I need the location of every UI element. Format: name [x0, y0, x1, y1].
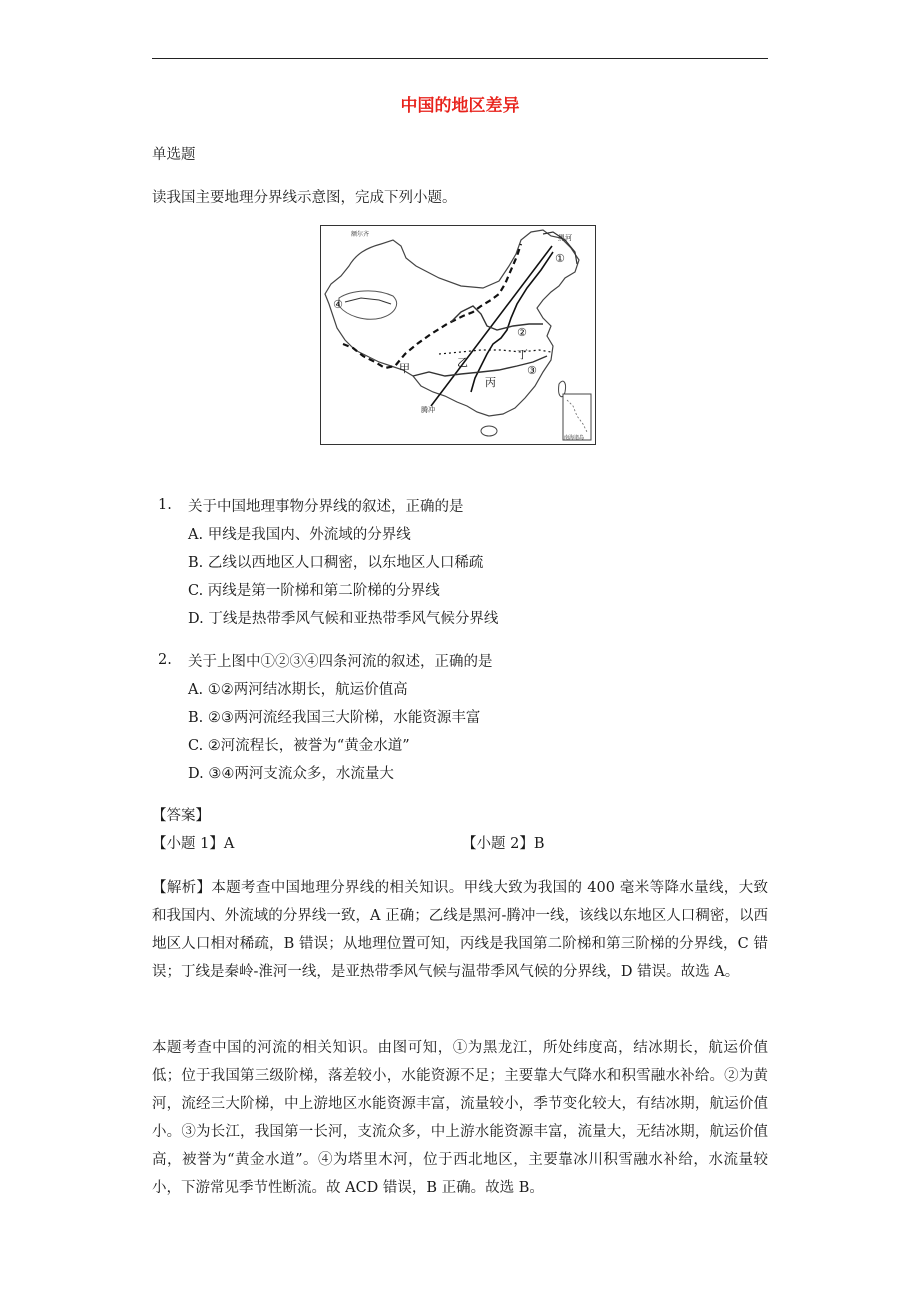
- question-1-option-c: C. 丙线是第一阶梯和第二阶梯的分界线: [188, 583, 440, 599]
- label-inset: 南海诸岛: [564, 435, 585, 441]
- question-2-option-d: D. ③④两河支流众多，水流量大: [188, 766, 394, 782]
- label-heihe: 黑河: [558, 234, 572, 242]
- answer-q1: 【小题 1】A: [152, 836, 235, 852]
- label-bing: 丙: [485, 376, 496, 389]
- question-1-number: 1.: [158, 497, 172, 513]
- line-jia: [343, 244, 521, 368]
- south-china-sea-inset: [563, 394, 591, 440]
- answer-header: 【答案】: [152, 808, 210, 824]
- header-rule: [152, 58, 768, 59]
- china-boundary-map: [320, 225, 596, 445]
- china-outline: [325, 230, 579, 416]
- label-yi: 乙: [457, 356, 468, 369]
- instruction-text: 读我国主要地理分界线示意图，完成下列小题。: [152, 190, 457, 206]
- line-ding: [439, 350, 551, 354]
- question-2-number: 2.: [158, 652, 172, 668]
- answer-q2: 【小题 2】B: [462, 836, 545, 852]
- line-bing: [471, 252, 553, 392]
- question-1-stem: 关于中国地理事物分界线的叙述，正确的是: [188, 499, 464, 515]
- river-tarim: [345, 298, 391, 304]
- page-title: 中国的地区差异: [400, 96, 520, 116]
- question-2-option-a: A. ①②两河结冰期长，航运价值高: [188, 682, 408, 698]
- question-2-stem: 关于上图中①②③④四条河流的叙述，正确的是: [188, 654, 493, 670]
- analysis-paragraph-2: 本题考查中国的河流的相关知识。由图可知，①为黑龙江，所处纬度高，结冰期长，航运价值低；位于我国第三级阶梯，落差较小，水能资源不足；主要靠大气降水和积雪融水补给。②为黄河，流经三大阶梯，中上游地区水能资源丰富，流量较小，季节变化较大，有结冰期，航运价值小。③为长江，我国第一长河，支流众多，中上游水能资源丰富，流量大，无结冰期，航运价值高，被誉为“黄金水道”。④为塔里木河，位于西北地区，主要靠冰川积雪融水补给，水流量较小，下游常见季节性断流。故 ACD 错误，B 正确。故选 B。: [152, 1040, 768, 1196]
- question-2-option-b: B. ②③两河流经我国三大阶梯，水能资源丰富: [188, 710, 481, 726]
- section-type: 单选题: [152, 147, 196, 163]
- label-jia: 甲: [399, 362, 410, 375]
- label-tengchong: 腾冲: [421, 406, 435, 414]
- question-1-option-d: D. 丁线是热带季风气候和亚热带季风气候分界线: [188, 611, 499, 627]
- label-river-1: ①: [555, 252, 565, 265]
- label-ding: 丁: [517, 348, 528, 361]
- label-river-3: ③: [527, 364, 537, 377]
- question-2-option-c: C. ②河流程长，被誉为“黄金水道”: [188, 738, 410, 754]
- label-river-2: ②: [517, 326, 527, 339]
- label-mohe-top: 额尔齐: [351, 231, 370, 238]
- analysis-paragraph-1: 【解析】本题考查中国地理分界线的相关知识。甲线大致为我国的 400 毫米等降水量线，大致和我国内、外流域的分界线一致，A 正确；乙线是黑河-腾冲一线，该线以东地区人口稠密，以西地区人口相对稀疏，B 错误；从地理位置可知，丙线是我国第二阶梯和第三阶梯的分界线，C 错误；丁线是秦岭-淮河一线，是亚热带季风气候与温带季风气候的分界线，D 错误。故选 A。: [152, 880, 768, 980]
- label-river-4: ④: [333, 298, 343, 311]
- question-1-option-b: B. 乙线以西地区人口稠密，以东地区人口稀疏: [188, 555, 484, 571]
- question-1-option-a: A. 甲线是我国内、外流域的分界线: [188, 527, 411, 543]
